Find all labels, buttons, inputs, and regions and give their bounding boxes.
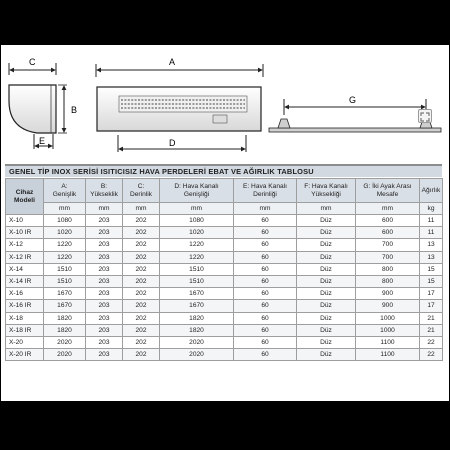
table-cell: 203 <box>86 263 123 275</box>
table-cell: 800 <box>356 263 420 275</box>
table-cell: Düz <box>297 275 356 287</box>
table-cell: 203 <box>86 275 123 287</box>
unit-cell: mm <box>44 203 86 215</box>
table-cell: 1510 <box>44 275 86 287</box>
units-row <box>6 203 443 215</box>
table-cell: 1820 <box>160 324 234 336</box>
table-cell: 60 <box>234 324 297 336</box>
table-cell: 60 <box>234 263 297 275</box>
table-cell: 1100 <box>356 336 420 348</box>
label-g: G <box>349 95 357 105</box>
unit-cell: mm <box>297 203 356 215</box>
table-cell: Düz <box>297 324 356 336</box>
mount-foot-left <box>278 119 290 128</box>
table-cell: 11 <box>420 227 443 239</box>
dimension-c <box>9 57 56 75</box>
table-cell: 800 <box>356 275 420 287</box>
table-cell: Düz <box>297 239 356 251</box>
column-header-line-1: Ağırlık <box>421 186 441 194</box>
model-cell: X-18 IR <box>6 324 44 336</box>
table-cell: 202 <box>123 263 160 275</box>
table-cell: 202 <box>123 288 160 300</box>
model-cell: X-10 IR <box>6 227 44 239</box>
table-cell: Düz <box>297 288 356 300</box>
column-header-line-2: Derinlik <box>130 190 152 198</box>
dimension-b <box>58 85 77 133</box>
column-header-line-1: E: Hava Kanalı <box>243 182 287 190</box>
table-cell: 22 <box>420 349 443 361</box>
column-header-line-2: Genişlik <box>52 190 77 198</box>
table-cell: 203 <box>86 215 123 227</box>
table-cell: 2020 <box>160 349 234 361</box>
table-cell: Düz <box>297 336 356 348</box>
table-row <box>6 239 443 251</box>
label-c: C <box>29 57 36 67</box>
table-cell: 1080 <box>160 215 234 227</box>
table-cell: 60 <box>234 275 297 287</box>
table-row <box>6 275 443 287</box>
column-header-line-2: Mesafe <box>376 190 399 198</box>
dimension-g <box>284 95 426 115</box>
table-cell: 2020 <box>160 336 234 348</box>
table-row <box>6 349 443 361</box>
table-cell: 203 <box>86 312 123 324</box>
unit-cell: mm <box>356 203 420 215</box>
table-cell: 60 <box>234 349 297 361</box>
table-cell: 1510 <box>160 275 234 287</box>
table-row <box>6 288 443 300</box>
table-cell: 202 <box>123 300 160 312</box>
table-cell: 203 <box>86 227 123 239</box>
table-cell: 60 <box>234 215 297 227</box>
column-header-line-1: C: <box>137 182 145 190</box>
table-cell: 60 <box>234 288 297 300</box>
header-row <box>6 179 443 203</box>
table-cell: 600 <box>356 215 420 227</box>
table-cell: 1100 <box>356 349 420 361</box>
table-cell: Düz <box>297 349 356 361</box>
label-e: E <box>39 136 46 146</box>
table-row <box>6 215 443 227</box>
table-cell: 1220 <box>160 239 234 251</box>
table-cell: 202 <box>123 275 160 287</box>
column-header-line-2: Genişliği <box>183 190 210 198</box>
specs-table-container <box>5 178 442 361</box>
unit-cell: mm <box>123 203 160 215</box>
table-cell: 60 <box>234 312 297 324</box>
model-column-header <box>6 179 44 215</box>
table-cell: 203 <box>86 349 123 361</box>
table-cell: 15 <box>420 263 443 275</box>
table-row <box>6 227 443 239</box>
table-cell: 202 <box>123 349 160 361</box>
table-cell: 2020 <box>44 349 86 361</box>
model-cell: X-12 <box>6 239 44 251</box>
model-cell: X-16 <box>6 288 44 300</box>
table-cell: 203 <box>86 288 123 300</box>
table-cell: 1670 <box>160 300 234 312</box>
table-cell: 203 <box>86 251 123 263</box>
table-cell: 1220 <box>44 251 86 263</box>
column-header-line-2: Yüksekliği <box>311 190 341 198</box>
column-header-6 <box>356 179 420 203</box>
table-cell: 1510 <box>160 263 234 275</box>
expand-icon[interactable] <box>418 109 432 123</box>
table-cell: 1080 <box>44 215 86 227</box>
table-cell: 2020 <box>44 336 86 348</box>
unit-cell: kg <box>420 203 443 215</box>
table-cell: 202 <box>123 312 160 324</box>
table-cell: 700 <box>356 239 420 251</box>
table-cell: 202 <box>123 324 160 336</box>
dimension-e <box>34 134 53 149</box>
table-cell: 203 <box>86 239 123 251</box>
column-header-line-1: D: Hava Kanalı <box>174 182 219 190</box>
table-cell: 1670 <box>160 288 234 300</box>
table-cell: 1000 <box>356 324 420 336</box>
table-cell: 1020 <box>160 227 234 239</box>
table-cell: 203 <box>86 324 123 336</box>
table-cell: 1220 <box>160 251 234 263</box>
table-cell: 1820 <box>44 312 86 324</box>
column-header-7 <box>420 179 443 203</box>
column-header-line-1: A: <box>61 182 68 190</box>
label-a: A <box>169 57 176 67</box>
table-cell: 1820 <box>44 324 86 336</box>
column-header-line-2: Yükseklik <box>90 190 118 198</box>
column-header-line-1: F: Hava Kanalı <box>304 182 348 190</box>
table-title: GENEL TİP INOX SERİSİ ISITICISIZ HAVA PERDELERİ EBAT VE AĞIRLIK TABLOSU <box>5 164 442 177</box>
column-header-line-2: Derinliği <box>253 190 277 198</box>
table-cell: 202 <box>123 239 160 251</box>
table-cell: 13 <box>420 251 443 263</box>
unit-cell: mm <box>160 203 234 215</box>
table-cell: 60 <box>234 336 297 348</box>
table-cell: 60 <box>234 227 297 239</box>
model-cell: X-20 IR <box>6 349 44 361</box>
table-body <box>6 215 443 361</box>
table-cell: 21 <box>420 324 443 336</box>
model-cell: X-14 IR <box>6 275 44 287</box>
table-cell: 22 <box>420 336 443 348</box>
model-cell: X-20 <box>6 336 44 348</box>
table-row <box>6 300 443 312</box>
table-cell: 900 <box>356 300 420 312</box>
table-cell: 203 <box>86 300 123 312</box>
table-cell: 11 <box>420 215 443 227</box>
table-cell: 202 <box>123 227 160 239</box>
table-cell: 1670 <box>44 288 86 300</box>
label-d: D <box>169 138 176 148</box>
table-cell: 202 <box>123 336 160 348</box>
table-cell: 1670 <box>44 300 86 312</box>
model-header-line-1: Cihaz <box>15 188 34 196</box>
specs-table <box>5 178 443 361</box>
table-row <box>6 263 443 275</box>
model-cell: X-10 <box>6 215 44 227</box>
table-row <box>6 312 443 324</box>
column-header-line-1: G: İki Ayak Arası <box>363 182 412 190</box>
table-cell: Düz <box>297 251 356 263</box>
model-cell: X-18 <box>6 312 44 324</box>
table-cell: 600 <box>356 227 420 239</box>
table-cell: 1020 <box>44 227 86 239</box>
table-row <box>6 324 443 336</box>
table-cell: 17 <box>420 288 443 300</box>
model-header-line-2: Modeli <box>14 196 35 204</box>
table-cell: 1510 <box>44 263 86 275</box>
table-cell: 202 <box>123 215 160 227</box>
mounting-bar <box>269 128 441 132</box>
table-cell: 60 <box>234 239 297 251</box>
column-header-3 <box>160 179 234 203</box>
table-cell: 1220 <box>44 239 86 251</box>
table-cell: Düz <box>297 263 356 275</box>
table-row <box>6 251 443 263</box>
model-cell: X-16 IR <box>6 300 44 312</box>
column-header-line-1: B: <box>100 182 108 190</box>
table-cell: Düz <box>297 300 356 312</box>
table-cell: Düz <box>297 227 356 239</box>
table-cell: 203 <box>86 336 123 348</box>
dimension-a <box>96 57 263 77</box>
table-cell: 15 <box>420 275 443 287</box>
dimension-d <box>118 135 246 152</box>
column-header-4 <box>234 179 297 203</box>
table-cell: 900 <box>356 288 420 300</box>
table-cell: 60 <box>234 251 297 263</box>
side-profile <box>9 85 56 133</box>
model-cell: X-12 IR <box>6 251 44 263</box>
model-cell: X-14 <box>6 263 44 275</box>
table-cell: 700 <box>356 251 420 263</box>
table-cell: 202 <box>123 251 160 263</box>
table-cell: Düz <box>297 312 356 324</box>
table-cell: 21 <box>420 312 443 324</box>
dimension-diagram <box>1 45 449 153</box>
column-header-5 <box>297 179 356 203</box>
table-cell: 17 <box>420 300 443 312</box>
table-cell: 13 <box>420 239 443 251</box>
unit-cell: mm <box>86 203 123 215</box>
table-cell: Düz <box>297 215 356 227</box>
column-header-2 <box>123 179 160 203</box>
label-b: B <box>71 105 78 115</box>
table-cell: 1820 <box>160 312 234 324</box>
column-header-0 <box>44 179 86 203</box>
table-cell: 60 <box>234 300 297 312</box>
table-cell: 1000 <box>356 312 420 324</box>
unit-cell: mm <box>234 203 297 215</box>
column-header-1 <box>86 179 123 203</box>
table-row <box>6 336 443 348</box>
